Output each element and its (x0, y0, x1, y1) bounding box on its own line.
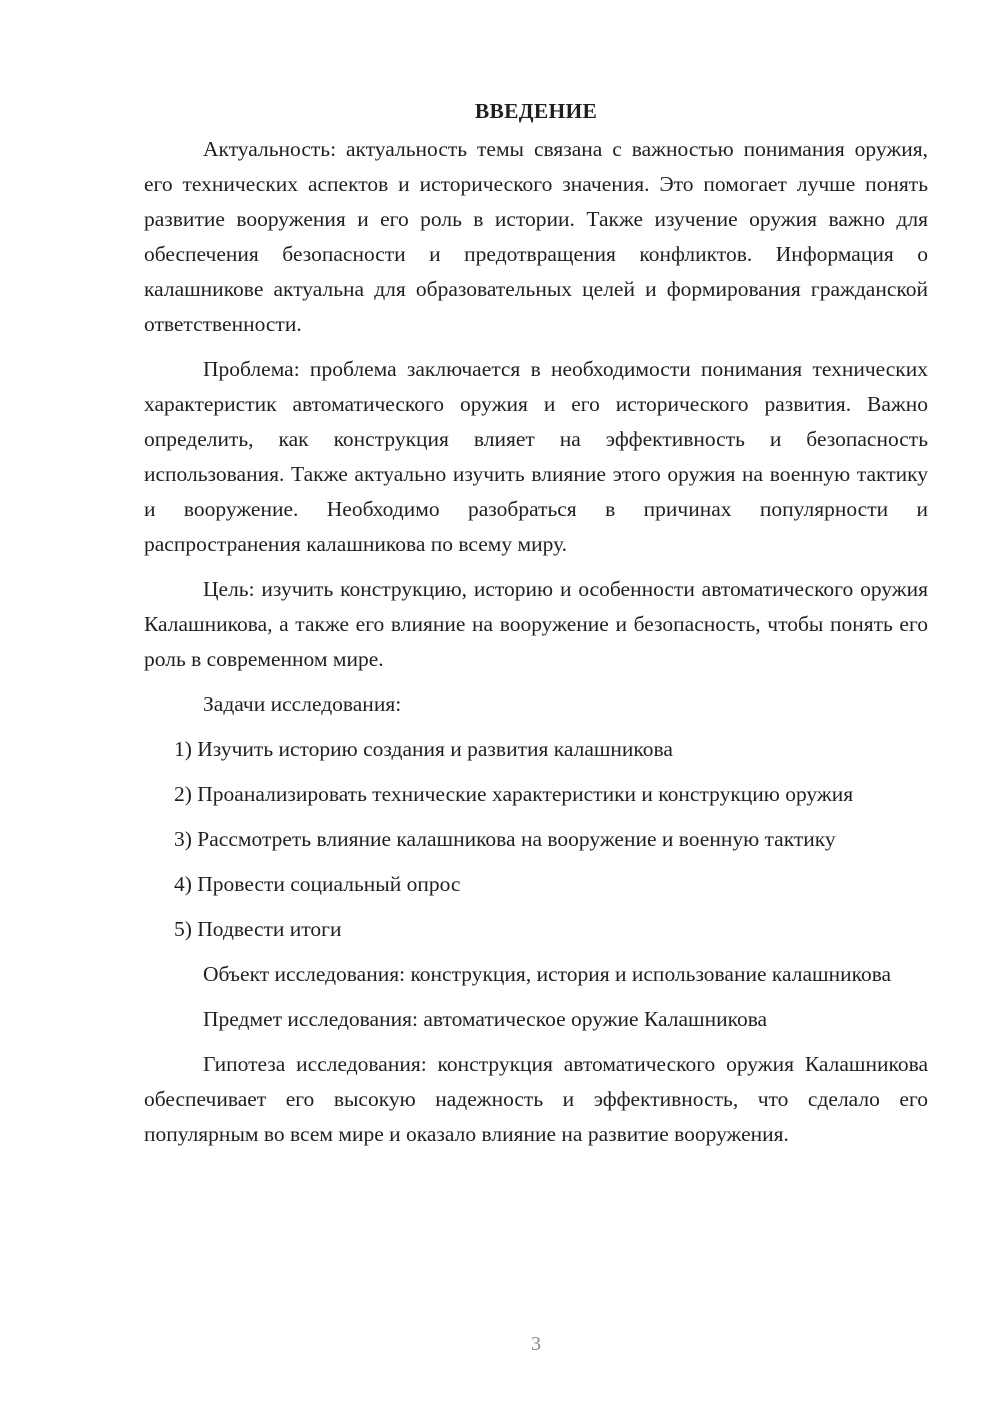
subject-paragraph: Предмет исследования: автоматическое оружие Калашникова (203, 1007, 768, 1031)
task-item: 5) Подвести итоги (174, 917, 342, 941)
task-item: 2) Проанализировать технические характеристики и конструкцию оружия (174, 782, 854, 806)
task-item: 1) Изучить историю создания и развития калашникова (174, 737, 673, 761)
relevance-paragraph: Актуальность: актуальность темы связана с важностью понимания оружия, его технических аспектов и исторического значения. Это помогает лучше понять развитие вооружения и его роль в истории. Также изучение оружия важно для обеспечения безопасности и предотвращения конфликтов. Информация о калашникове актуальна для образовательных целей и формирования гражданской ответственности. (144, 137, 928, 336)
problem-paragraph: Проблема: проблема заключается в необходимости понимания технических характеристик автоматического оружия и его исторического развития. Важно определить, как конструкция влияет на эффективность и безопасность использования. Также актуально изучить влияние этого оружия на военную тактику и вооружение. Необходимо разобраться в причинах популярности и распространения калашникова по всему миру. (144, 357, 928, 556)
object-paragraph: Объект исследования: конструкция, история и использование калашникова (203, 962, 892, 986)
task-item: 4) Провести социальный опрос (174, 872, 461, 896)
goal-paragraph: Цель: изучить конструкцию, историю и особенности автоматического оружия Калашникова, а также его влияние на вооружение и безопасность, чтобы понять его роль в современном мире. (144, 577, 928, 671)
page-content (144, 94, 928, 1162)
page-number: 3 (531, 1333, 541, 1355)
hypothesis-paragraph: Гипотеза исследования: конструкция автоматического оружия Калашникова обеспечивает его высокую надежность и эффективность, что сделало его популярным во всем мире и оказало влияние на развитие вооружения. (144, 1052, 928, 1146)
section-heading: ВВЕДЕНИЕ (474, 99, 598, 123)
tasks-heading: Задачи исследования: (203, 692, 402, 716)
task-item: 3) Рассмотреть влияние калашникова на вооружение и военную тактику (174, 827, 836, 851)
